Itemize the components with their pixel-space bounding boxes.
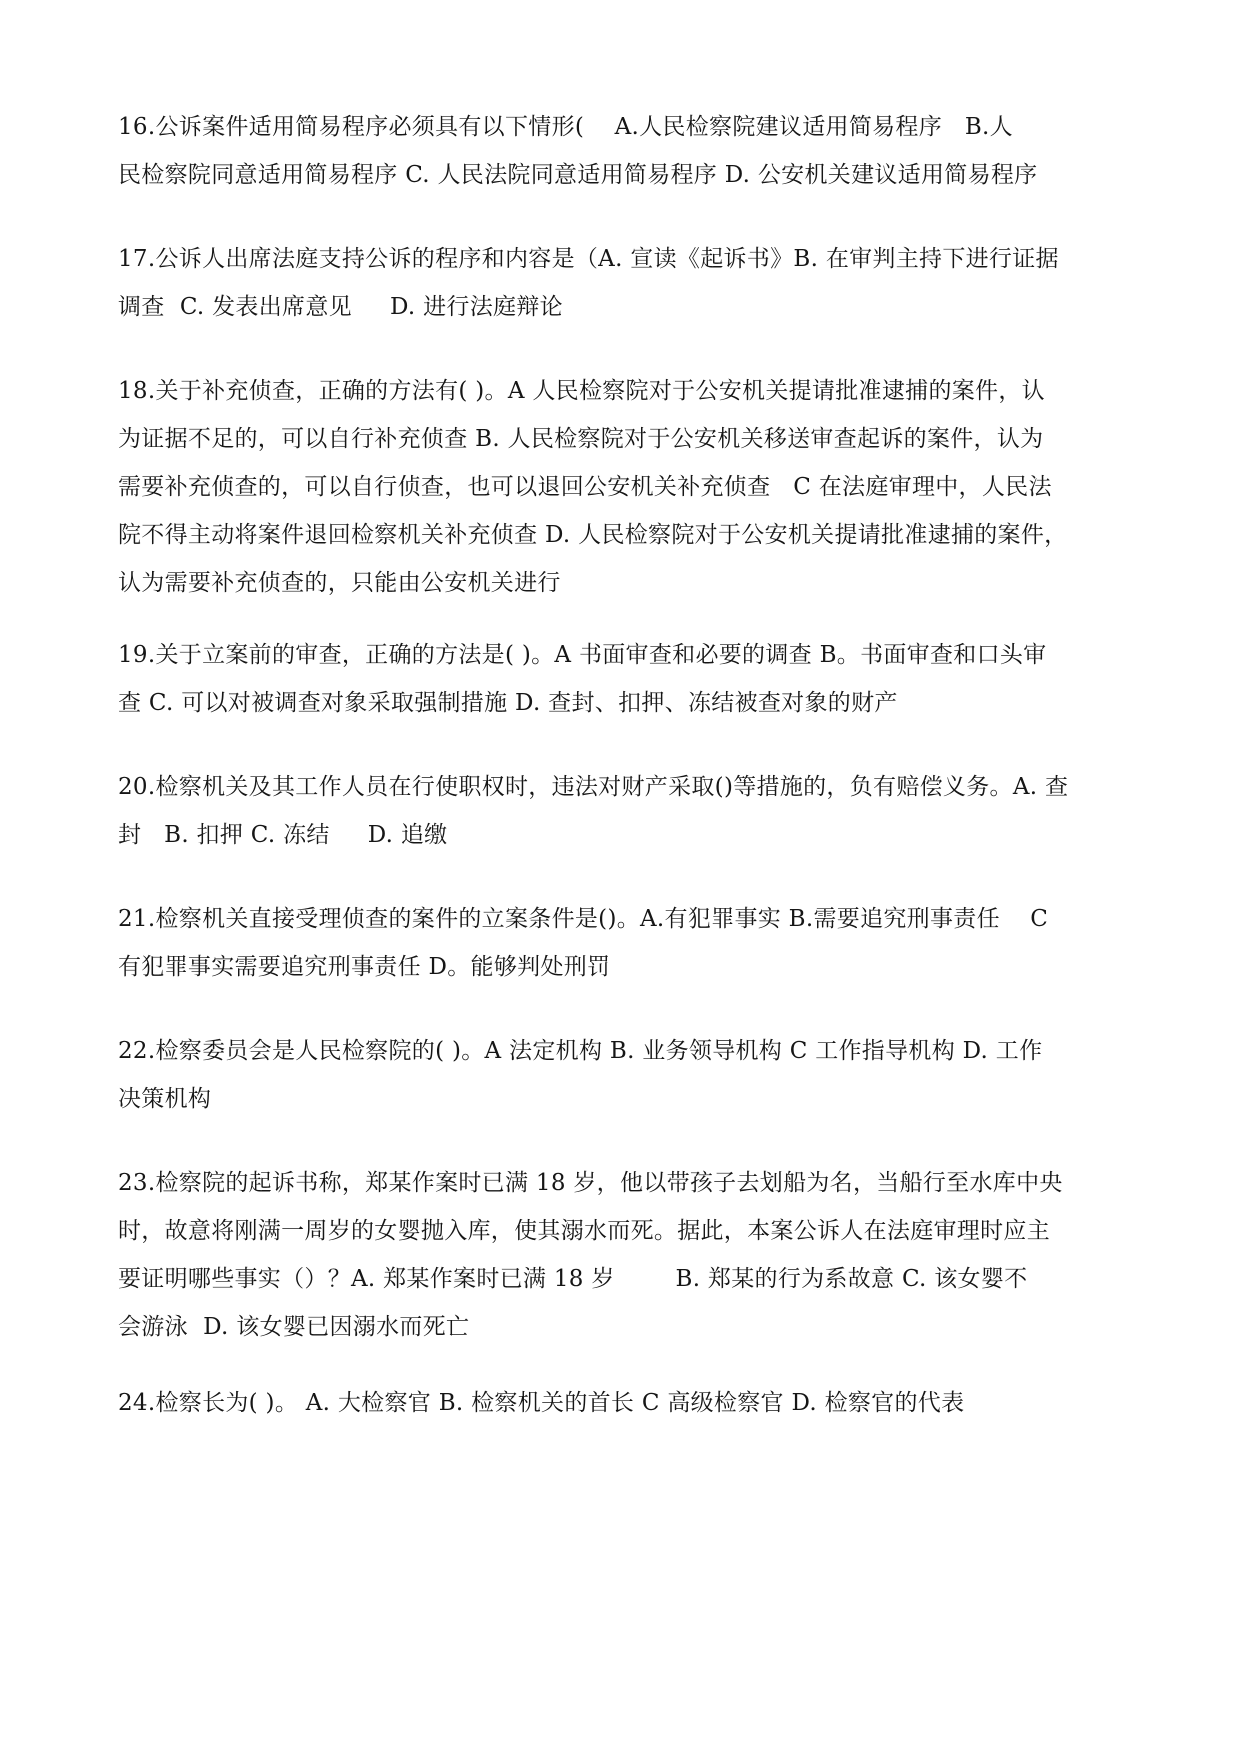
question-23-line-3: 要证明哪些事实（）？A. 郑某作案时已满 18 岁 B. 郑某的行为系故意 C. 该女婴不	[118, 1266, 1028, 1292]
question-21	[118, 895, 1128, 991]
question-17	[118, 235, 1128, 331]
question-18-line-3: 需要补充侦查的，可以自行侦查，也可以退回公安机关补充侦查 C 在法庭审理中，人民法	[118, 474, 1052, 500]
question-16	[118, 103, 1128, 199]
question-18-line-1: 18.关于补充侦查，正确的方法有( )。A 人民检察院对于公安机关提请批准逮捕的案件，认	[118, 378, 1045, 404]
question-23-line-2: 时，故意将刚满一周岁的女婴抛入库，使其溺水而死。据此，本案公诉人在法庭审理时应主	[118, 1218, 1050, 1244]
question-21-line-2: 有犯罪事实需要追究刑事责任 D。能够判处刑罚	[118, 954, 611, 980]
question-22-line-2: 决策机构	[118, 1086, 212, 1112]
question-17-line-2: 调查 C. 发表出席意见 D. 进行法庭辩论	[118, 294, 563, 320]
question-19-line-1: 19.关于立案前的审查，正确的方法是( )。A 书面审查和必要的调查 B。书面审查和口头审	[118, 642, 1047, 668]
question-23-line-4: 会游泳 D. 该女婴已因溺水而死亡	[118, 1314, 470, 1340]
question-18	[118, 367, 1128, 607]
question-23-line-1: 23.检察院的起诉书称，郑某作案时已满 18 岁，他以带孩子去划船为名，当船行至水库中央	[118, 1170, 1063, 1196]
question-24	[118, 1379, 1128, 1427]
question-19	[118, 631, 1128, 727]
question-16-line-2: 民检察院同意适用简易程序 C. 人民法院同意适用简易程序 D. 公安机关建议适用简易程序	[118, 162, 1038, 188]
question-24-line-1: 24.检察长为( )。 A. 大检察官 B. 检察机关的首长 C 高级检察官 D. 检察官的代表	[118, 1390, 965, 1416]
question-22-line-1: 22.检察委员会是人民检察院的( )。A 法定机构 B. 业务领导机构 C 工作指导机构 D. 工作	[118, 1038, 1043, 1064]
question-18-line-5: 认为需要补充侦查的，只能由公安机关进行	[118, 570, 561, 596]
question-18-line-2: 为证据不足的，可以自行补充侦查 B. 人民检察院对于公安机关移送审查起诉的案件，认为	[118, 426, 1044, 452]
question-23	[118, 1159, 1128, 1351]
question-21-line-1: 21.检察机关直接受理侦查的案件的立案条件是()。A.有犯罪事实 B.需要追究刑事责任 C	[118, 906, 1049, 932]
question-20	[118, 763, 1128, 859]
question-16-line-1: 16.公诉案件适用简易程序必须具有以下情形( A.人民检察院建议适用简易程序 B.人	[118, 114, 1013, 140]
question-20-line-2: 封 B. 扣押 C. 冻结 D. 追缴	[118, 822, 448, 848]
question-18-line-4: 院不得主动将案件退回检察机关补充侦查 D. 人民检察院对于公安机关提请批准逮捕的案件，	[118, 522, 1068, 548]
question-17-line-1: 17.公诉人出席法庭支持公诉的程序和内容是（A. 宣读《起诉书》B. 在审判主持下进行证据	[118, 246, 1059, 272]
question-22	[118, 1027, 1128, 1123]
question-19-line-2: 查 C. 可以对被调查对象采取强制措施 D. 查封、扣押、冻结被查对象的财产	[118, 690, 898, 716]
question-20-line-1: 20.检察机关及其工作人员在行使职权时，违法对财产采取()等措施的，负有赔偿义务。A. 查	[118, 774, 1069, 800]
